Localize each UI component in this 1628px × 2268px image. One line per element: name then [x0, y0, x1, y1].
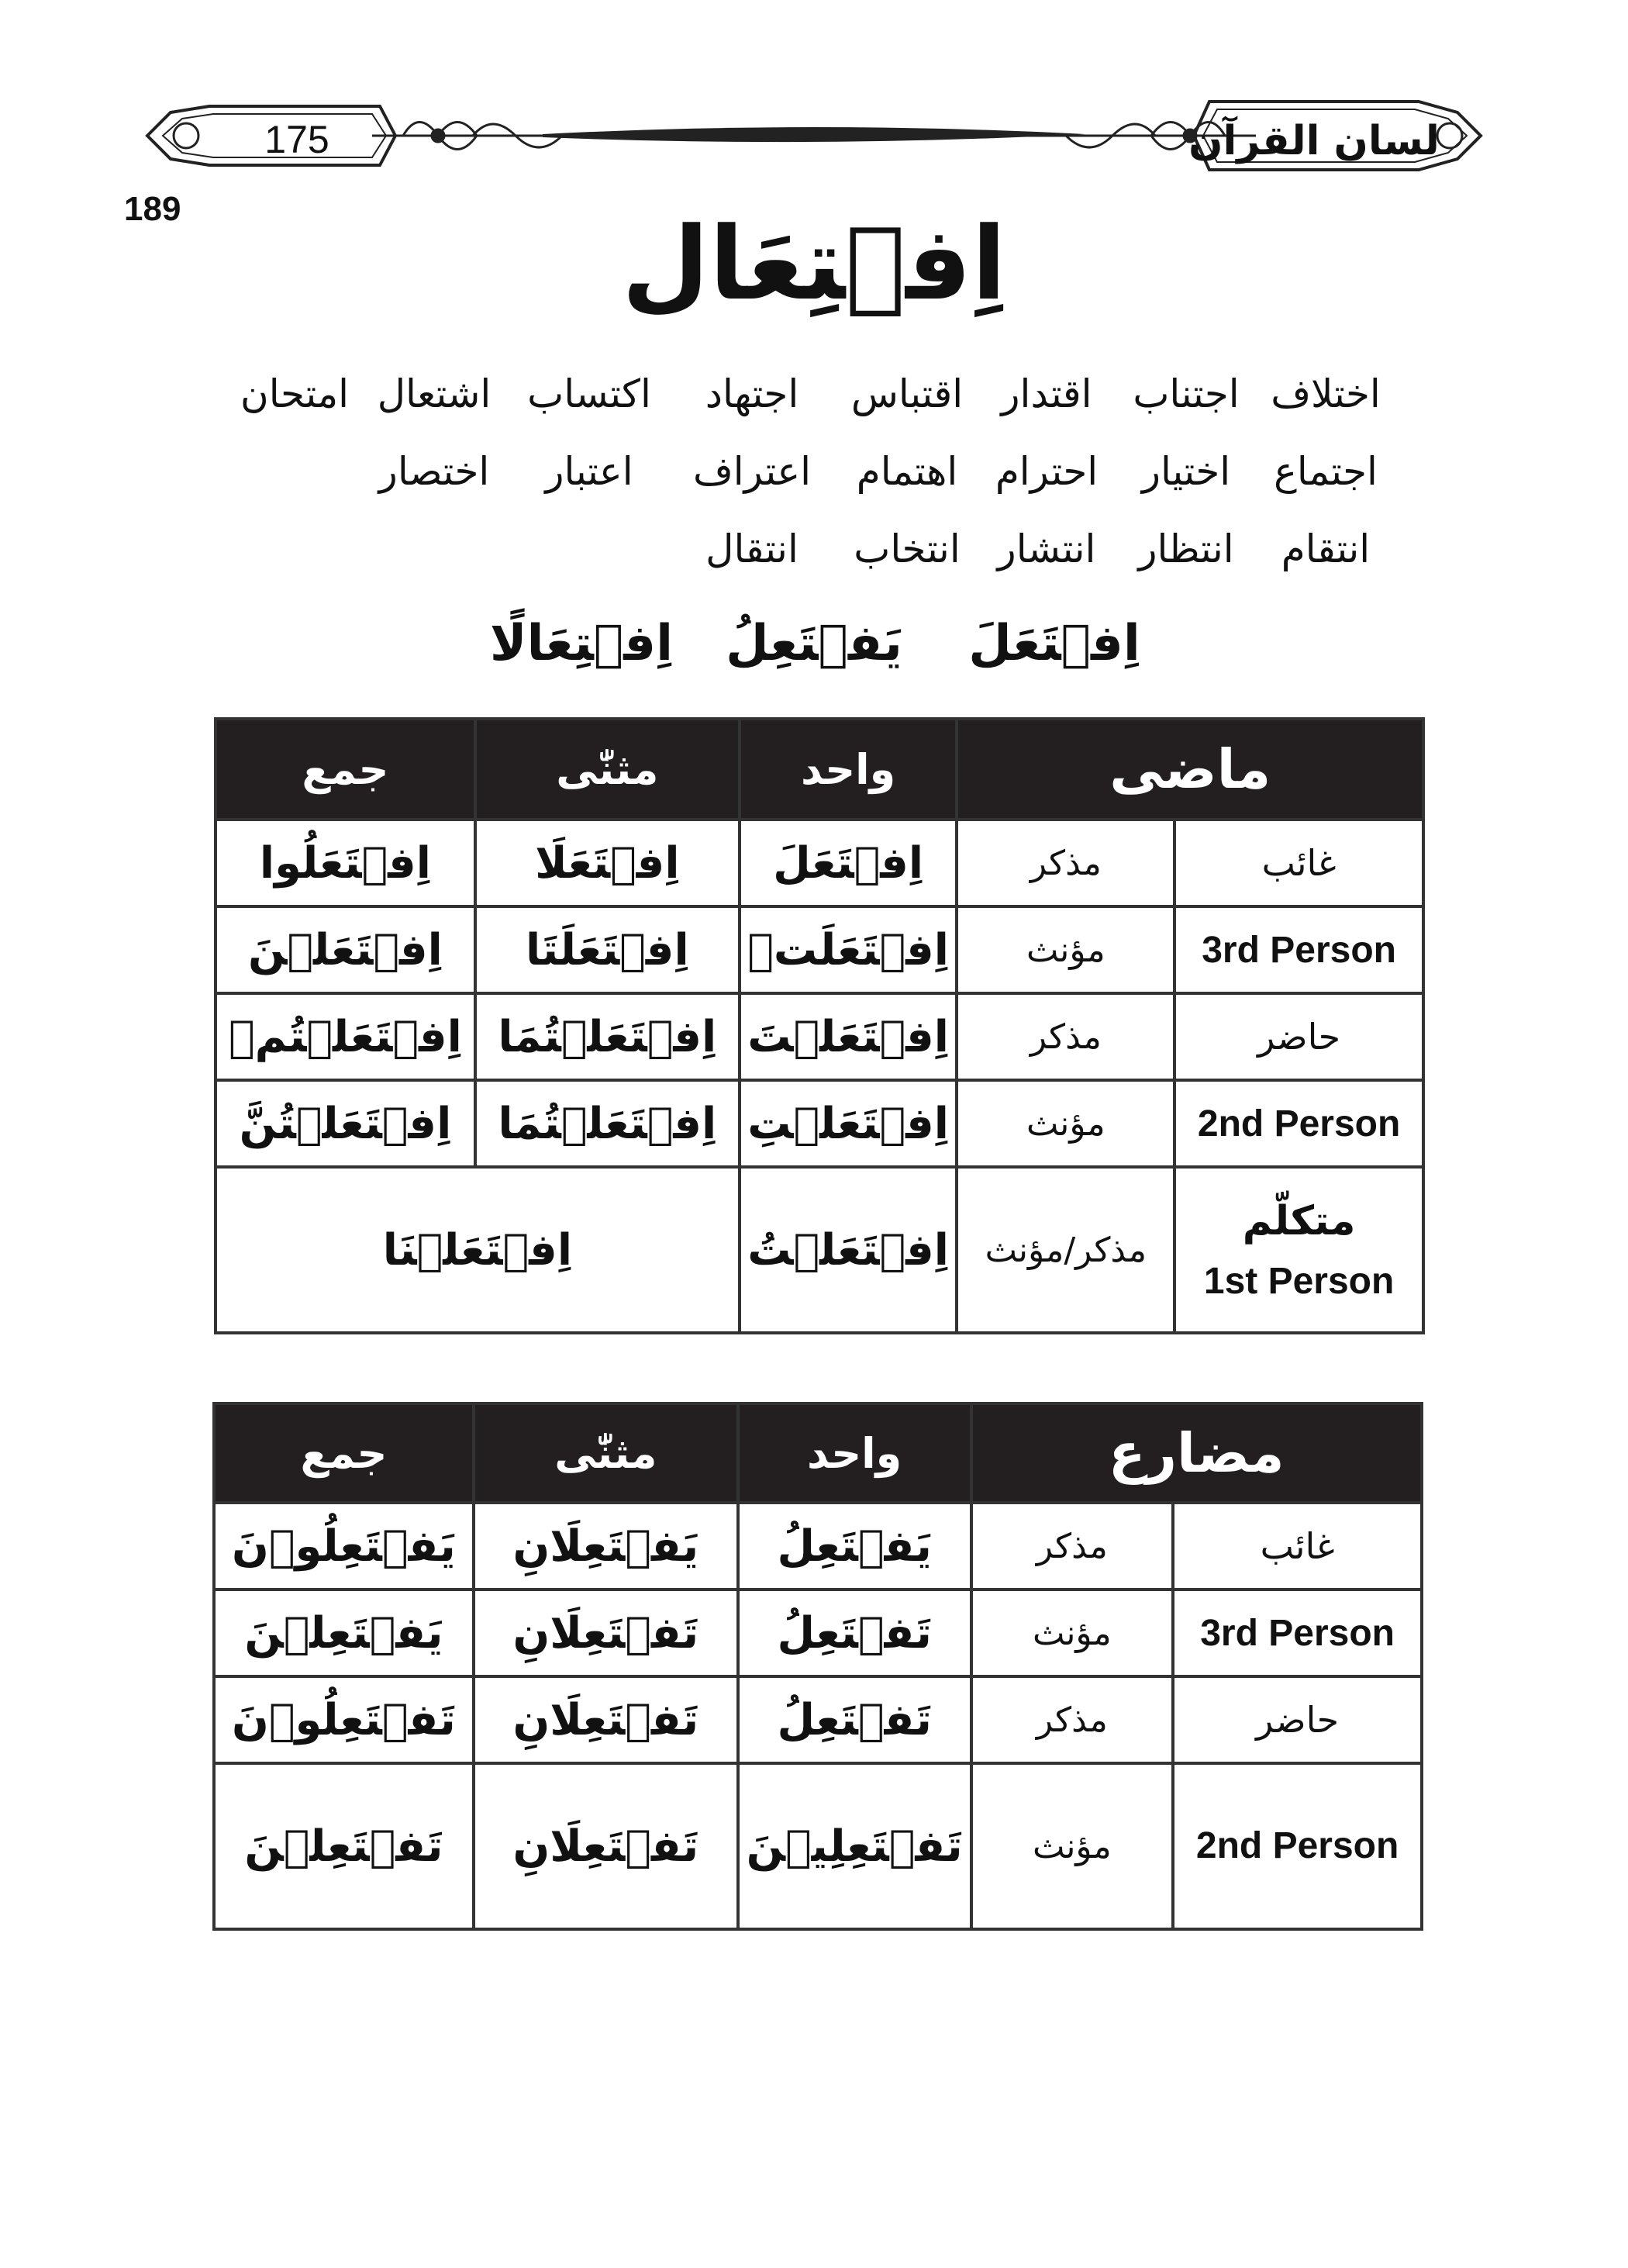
muthanna-cell: اِفۡتَعَلَتَا	[475, 906, 740, 993]
wahid-cell: اِفۡتَعَلۡتِ	[740, 1080, 957, 1167]
table-row	[216, 1080, 1423, 1167]
table-row	[216, 906, 1423, 993]
jama-cell: اِفۡتَعَلۡتُنَّ	[216, 1080, 475, 1167]
table-row	[214, 1676, 1422, 1763]
word: اختصار	[378, 449, 490, 494]
word: اعتبار	[545, 449, 633, 494]
jama-cell: اِفۡتَعَلۡنَ	[216, 906, 475, 993]
word: انتقال	[705, 526, 798, 571]
muthanna-cell: اِفۡتَعَلۡتُمَا	[475, 993, 740, 1080]
muthanna-cell: يَفۡتَعِلَانِ	[474, 1503, 738, 1590]
word: اقتباس	[850, 371, 964, 416]
word: انتشار	[997, 526, 1096, 571]
word: اشتعال	[377, 371, 492, 416]
word: امتحان	[240, 371, 349, 416]
col-muthanna: مثنّٰى	[474, 1403, 738, 1503]
person-label: حاضر	[1257, 1016, 1341, 1058]
word: اختلاف	[1271, 371, 1381, 416]
gender-label: مؤنث	[971, 1590, 1174, 1676]
person-label: متكلّم	[1242, 1197, 1356, 1244]
wahid-cell: اِفۡتَعَلَتۡ	[740, 906, 957, 993]
mudari-title: مضارع	[971, 1403, 1422, 1503]
wahid-cell: تَفۡتَعِلُ	[738, 1676, 971, 1763]
muthanna-cell: اِفۡتَعَلۡتُمَا	[475, 1080, 740, 1167]
gender-label: مذكر	[957, 820, 1174, 906]
pattern-row	[0, 605, 1628, 682]
word: اختيار	[1141, 449, 1231, 494]
table-row	[216, 820, 1423, 906]
jama-cell: تَفۡتَعِلُوۡنَ	[214, 1676, 474, 1763]
word: اجتناب	[1133, 371, 1240, 416]
madi-table	[214, 717, 1425, 1334]
col-muthanna: مثنّٰى	[475, 719, 740, 820]
col-jama: جمع	[216, 719, 475, 820]
page-header	[140, 89, 1488, 182]
wahid-cell: تَفۡتَعِلِيۡنَ	[738, 1763, 971, 1929]
book-title: لسان القرآن	[1188, 118, 1440, 164]
word-row-1	[233, 363, 1395, 425]
wahid-cell: اِفۡتَعَلَ	[740, 820, 957, 906]
word: اهتمام	[856, 449, 958, 494]
word: اعتراف	[692, 449, 812, 494]
pattern-madi: اِفۡتَعَلَ	[968, 615, 1140, 672]
person-label-en: 1st Person	[1203, 1260, 1395, 1302]
table-row	[214, 1590, 1422, 1676]
person-label-en: 2nd Person	[1197, 1103, 1401, 1144]
muthanna-cell: تَفۡتَعِلَانِ	[474, 1590, 738, 1676]
jama-cell: اِفۡتَعَلۡتُمۡ	[216, 993, 475, 1080]
muthanna-cell: تَفۡتَعِلَانِ	[474, 1763, 738, 1929]
word: احترام	[995, 449, 1099, 494]
word-row-2	[233, 440, 1395, 502]
wahid-cell: اِفۡتَعَلۡتُ	[740, 1167, 957, 1333]
jama-cell: تَفۡتَعِلۡنَ	[214, 1763, 474, 1929]
word: اقتدار	[1001, 371, 1092, 416]
wahid-cell: يَفۡتَعِلُ	[738, 1503, 971, 1590]
side-page-number: 189	[124, 190, 181, 228]
jama-cell: اِفۡتَعَلُوا	[216, 820, 475, 906]
person-label: غائب	[1260, 1525, 1335, 1567]
jama-cell: يَفۡتَعِلُوۡنَ	[214, 1503, 474, 1590]
person-label-en: 2nd Person	[1195, 1825, 1399, 1866]
table-row	[216, 1167, 1423, 1333]
person-label: حاضر	[1256, 1699, 1340, 1741]
gender-label: مذكر	[957, 993, 1174, 1080]
table-row	[216, 993, 1423, 1080]
col-jama: جمع	[214, 1403, 474, 1503]
gender-label: مؤنث	[957, 1080, 1174, 1167]
col-wahid: واحد	[738, 1403, 971, 1503]
word-row-3	[233, 518, 1395, 580]
wahid-cell: اِفۡتَعَلۡتَ	[740, 993, 957, 1080]
gender-label: مذكر	[971, 1503, 1174, 1590]
muthanna-cell: تَفۡتَعِلَانِ	[474, 1676, 738, 1763]
word: انتقام	[1281, 526, 1371, 571]
madi-title: ماضى	[957, 719, 1423, 820]
word: انتخاب	[854, 526, 961, 571]
page-number: 175	[264, 118, 329, 161]
gender-label: مذكر	[971, 1676, 1174, 1763]
person-label-en: 3rd Person	[1202, 929, 1396, 971]
pattern-masdar: اِفۡتِعَالًا	[489, 615, 674, 672]
table-row	[214, 1503, 1422, 1590]
gender-label: مؤنث	[957, 906, 1174, 993]
word: انتظار	[1138, 526, 1234, 571]
pattern-mudari: يَفۡتَعِلُ	[726, 615, 902, 672]
gender-label: مذكر/مؤنث	[957, 1167, 1174, 1333]
person-label: غائب	[1261, 842, 1337, 884]
word: اجتهاد	[705, 371, 799, 416]
table-row	[214, 1763, 1422, 1929]
person-label-en: 3rd Person	[1200, 1612, 1395, 1654]
muthanna-cell: اِفۡتَعَلَا	[475, 820, 740, 906]
gender-label: مؤنث	[971, 1763, 1174, 1929]
word: اجتماع	[1274, 449, 1378, 494]
jama-cell: يَفۡتَعِلۡنَ	[214, 1590, 474, 1676]
mudari-table	[212, 1402, 1423, 1931]
col-wahid: واحد	[740, 719, 957, 820]
word: اكتساب	[527, 371, 651, 416]
wahid-cell: تَفۡتَعِلُ	[738, 1590, 971, 1676]
chapter-title: اِفۡتِعَال	[622, 205, 1006, 323]
plural-cell: اِفۡتَعَلۡنَا	[216, 1167, 740, 1333]
